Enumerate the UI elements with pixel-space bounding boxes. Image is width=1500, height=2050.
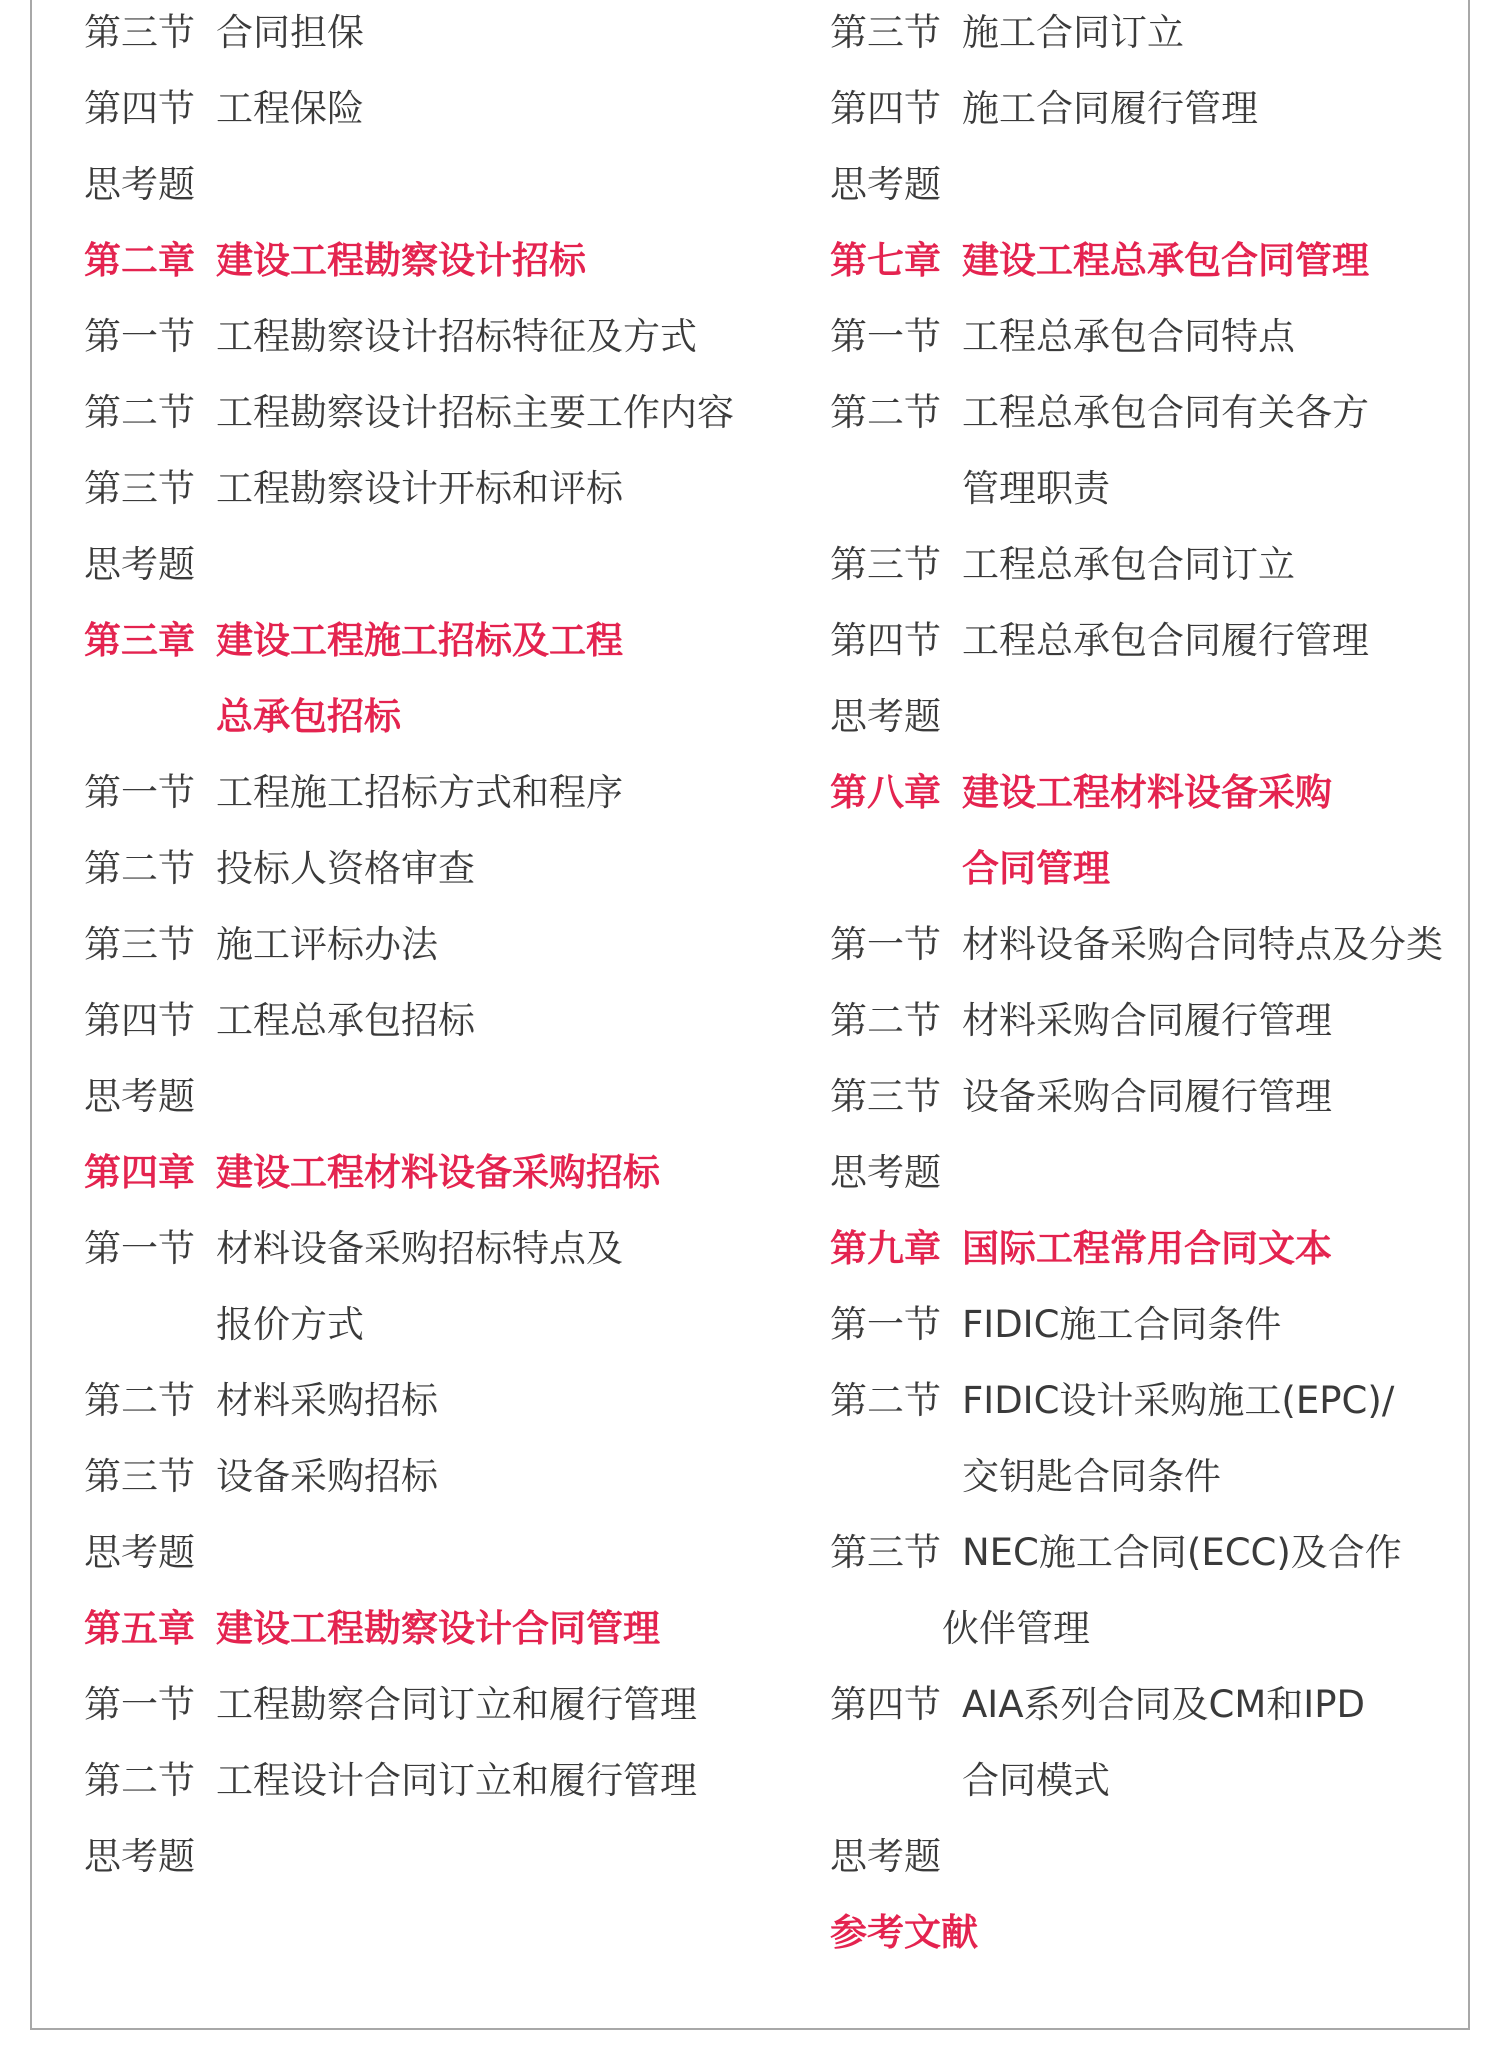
right-toc-entry	[830, 684, 1470, 760]
toc-entry-title: 国际工程常用合同文本	[962, 1227, 1332, 1270]
left-toc-entry	[84, 152, 784, 228]
toc-entry-title: 建设工程总承包合同管理	[962, 239, 1369, 282]
toc-entry-title: 合同管理	[962, 847, 1110, 890]
toc-entry-number: 第二节	[84, 1759, 195, 1802]
toc-entry-title: 报价方式	[216, 1303, 364, 1346]
toc-entry-title: 投标人资格审查	[216, 847, 475, 890]
toc-entry-number: 第一节	[830, 923, 941, 966]
right-toc-entry	[830, 1064, 1470, 1140]
left-chapter-heading	[84, 684, 784, 760]
toc-entry-title: FIDIC设计采购施工(EPC)/	[962, 1379, 1395, 1422]
right-toc-entry	[830, 1444, 1470, 1520]
right-toc-entry	[830, 380, 1470, 456]
toc-entry-number: 第二节	[830, 999, 941, 1042]
right-toc-entry	[830, 1824, 1470, 1900]
right-toc-entry	[830, 1368, 1470, 1444]
right-chapter-heading	[830, 836, 1470, 912]
toc-entry-title: 建设工程施工招标及工程	[216, 619, 623, 662]
toc-entry-number: 第一节	[84, 315, 195, 358]
toc-entry-title: 交钥匙合同条件	[962, 1455, 1221, 1498]
toc-entry-number: 第一节	[830, 315, 941, 358]
toc-entry-title: 思考题	[84, 1075, 195, 1118]
toc-entry-number: 第五章	[84, 1607, 195, 1650]
left-toc-entry	[84, 76, 784, 152]
toc-entry-title: AIA系列合同及CM和IPD	[962, 1683, 1366, 1726]
toc-entry-title: 建设工程材料设备采购	[962, 771, 1332, 814]
toc-right-column	[830, 0, 1470, 1976]
toc-entry-title: 材料采购合同履行管理	[962, 999, 1332, 1042]
toc-entry-number: 第九章	[830, 1227, 941, 1270]
right-toc-entry	[830, 304, 1470, 380]
toc-entry-number: 第三节	[830, 11, 941, 54]
right-toc-entry	[830, 1596, 1470, 1672]
left-toc-entry	[84, 760, 784, 836]
toc-entry-number: 第二节	[84, 391, 195, 434]
left-toc-entry	[84, 988, 784, 1064]
right-toc-entry	[830, 1672, 1470, 1748]
toc-entry-title: 思考题	[84, 1531, 195, 1574]
left-chapter-heading	[84, 608, 784, 684]
toc-entry-title: 工程总承包合同特点	[962, 315, 1295, 358]
right-toc-entry	[830, 608, 1470, 684]
left-toc-entry	[84, 1748, 784, 1824]
left-toc-entry	[84, 1292, 784, 1368]
toc-entry-title: 工程总承包合同订立	[962, 543, 1295, 586]
toc-left-column	[84, 0, 784, 1900]
left-toc-entry	[84, 0, 784, 76]
left-chapter-heading	[84, 1140, 784, 1216]
left-toc-entry	[84, 1520, 784, 1596]
toc-entry-title: 工程勘察设计招标主要工作内容	[216, 391, 734, 434]
right-toc-entry	[830, 532, 1470, 608]
toc-entry-number: 第一节	[84, 771, 195, 814]
right-toc-entry	[830, 0, 1470, 76]
left-toc-entry	[84, 1216, 784, 1292]
toc-entry-title: FIDIC施工合同条件	[962, 1303, 1282, 1346]
toc-entry-title: 建设工程勘察设计合同管理	[216, 1607, 660, 1650]
right-toc-entry	[830, 456, 1470, 532]
toc-entry-title: 建设工程材料设备采购招标	[216, 1151, 660, 1194]
left-toc-entry	[84, 532, 784, 608]
right-toc-entry	[830, 988, 1470, 1064]
toc-entry-number: 第四节	[830, 1683, 941, 1726]
toc-entry-number: 第四章	[84, 1151, 195, 1194]
toc-entry-number: 第三节	[84, 1455, 195, 1498]
toc-entry-number: 第一节	[84, 1683, 195, 1726]
right-chapter-heading	[830, 228, 1470, 304]
toc-entry-title: 设备采购招标	[216, 1455, 438, 1498]
toc-entry-number: 第三节	[84, 11, 195, 54]
toc-entry-title: 合同担保	[216, 11, 364, 54]
toc-entry-number: 第二节	[84, 1379, 195, 1422]
toc-entry-title: 思考题	[830, 1835, 941, 1878]
toc-entry-title: 工程总承包招标	[216, 999, 475, 1042]
left-toc-entry	[84, 1672, 784, 1748]
left-toc-entry	[84, 380, 784, 456]
right-chapter-heading	[830, 760, 1470, 836]
left-toc-entry	[84, 1444, 784, 1520]
right-toc-entry	[830, 912, 1470, 988]
toc-entry-title: 设备采购合同履行管理	[962, 1075, 1332, 1118]
right-toc-entry	[830, 1748, 1470, 1824]
right-toc-entry	[830, 152, 1470, 228]
toc-entry-title: 工程保险	[216, 87, 364, 130]
toc-entry-number: 第二节	[84, 847, 195, 890]
toc-entry-title: 伙伴管理	[942, 1607, 1090, 1650]
right-toc-entry	[830, 76, 1470, 152]
right-toc-entry	[830, 1140, 1470, 1216]
toc-entry-number: 第三节	[84, 467, 195, 510]
toc-entry-number: 第二节	[830, 1379, 941, 1422]
toc-entry-number: 第七章	[830, 239, 941, 282]
toc-entry-number: 第四节	[84, 87, 195, 130]
toc-entry-number: 第三节	[830, 543, 941, 586]
toc-entry-title: 思考题	[830, 163, 941, 206]
toc-entry-title: 工程施工招标方式和程序	[216, 771, 623, 814]
left-chapter-heading	[84, 1596, 784, 1672]
left-chapter-heading	[84, 228, 784, 304]
toc-entry-title: 思考题	[84, 163, 195, 206]
toc-entry-number: 第八章	[830, 771, 941, 814]
left-toc-entry	[84, 456, 784, 532]
toc-entry-title: 工程总承包合同有关各方	[962, 391, 1369, 434]
toc-entry-number: 第一节	[830, 1303, 941, 1346]
right-toc-entry	[830, 1520, 1470, 1596]
toc-entry-number: 第四节	[830, 619, 941, 662]
toc-entry-number: 第二章	[84, 239, 195, 282]
toc-entry-title: 思考题	[830, 1151, 941, 1194]
toc-entry-title: 材料设备采购招标特点及	[216, 1227, 623, 1270]
toc-entry-title: 工程勘察设计招标特征及方式	[216, 315, 697, 358]
left-toc-entry	[84, 1368, 784, 1444]
toc-entry-title: 材料设备采购合同特点及分类	[962, 923, 1443, 966]
left-toc-entry	[84, 836, 784, 912]
toc-entry-title: 总承包招标	[216, 695, 401, 738]
toc-entry-number: 第三节	[84, 923, 195, 966]
toc-entry-title: 工程设计合同订立和履行管理	[216, 1759, 697, 1802]
toc-entry-number: 第三节	[830, 1075, 941, 1118]
right-toc-entry	[830, 1292, 1470, 1368]
toc-entry-number: 第四节	[84, 999, 195, 1042]
toc-entry-title: 工程勘察设计开标和评标	[216, 467, 623, 510]
right-chapter-heading	[830, 1216, 1470, 1292]
toc-entry-title: 思考题	[84, 543, 195, 586]
right-chapter-heading	[830, 1900, 1470, 1976]
toc-entry-title: 思考题	[84, 1835, 195, 1878]
toc-entry-title: 参考文献	[830, 1911, 978, 1954]
left-toc-entry	[84, 304, 784, 380]
toc-entry-title: 材料采购招标	[216, 1379, 438, 1422]
toc-entry-number: 第四节	[830, 87, 941, 130]
toc-entry-number: 第三章	[84, 619, 195, 662]
left-toc-entry	[84, 1064, 784, 1140]
toc-entry-number: 第二节	[830, 391, 941, 434]
toc-entry-title: 思考题	[830, 695, 941, 738]
toc-entry-title: 工程勘察合同订立和履行管理	[216, 1683, 697, 1726]
left-toc-entry	[84, 912, 784, 988]
toc-entry-title: 施工评标办法	[216, 923, 438, 966]
toc-entry-title: 合同模式	[962, 1759, 1110, 1802]
toc-entry-number: 第一节	[84, 1227, 195, 1270]
toc-entry-title: 管理职责	[962, 467, 1110, 510]
toc-entry-title: 施工合同履行管理	[962, 87, 1258, 130]
toc-entry-title: 工程总承包合同履行管理	[962, 619, 1369, 662]
toc-entry-title: 施工合同订立	[962, 11, 1184, 54]
left-toc-entry	[84, 1824, 784, 1900]
toc-entry-title: 建设工程勘察设计招标	[216, 239, 586, 282]
toc-entry-title: NEC施工合同(ECC)及合作	[962, 1531, 1402, 1574]
toc-entry-number: 第三节	[830, 1531, 941, 1574]
